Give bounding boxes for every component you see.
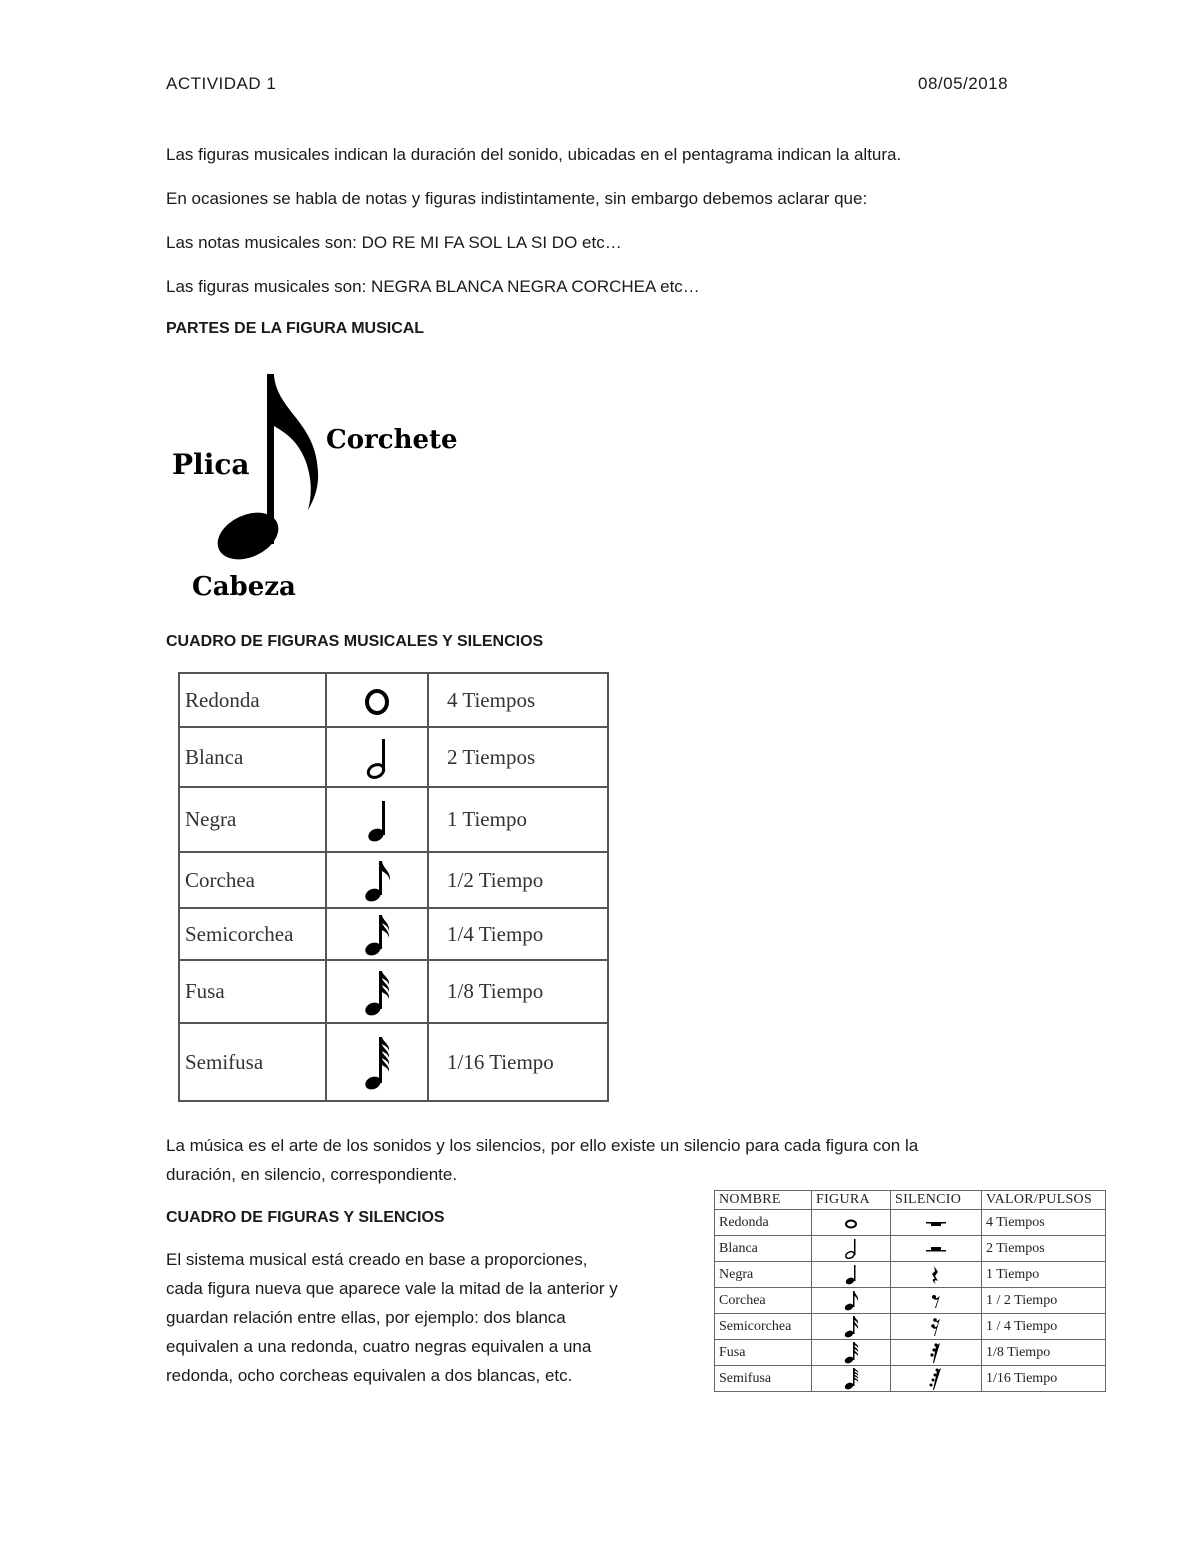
thirty-second-note-icon [841,1341,861,1365]
eighth-note-diagram-icon [166,362,466,602]
column-header: NOMBRE [715,1191,812,1210]
sixty-fourth-note-icon [357,1033,397,1091]
sixty-fourth-rest-icon [926,1367,946,1391]
table-row [715,1236,1106,1262]
column-header: SILENCIO [891,1191,982,1210]
cabeza-label: Cabeza [192,572,296,602]
quarter-note-icon [357,797,397,843]
document-date: 08/05/2018 [918,74,1009,93]
quarter-rest-icon [926,1264,946,1286]
figure-name: Semifusa [715,1366,812,1392]
figures-table [178,672,609,1102]
table-row [715,1366,1106,1392]
figure-value: 2 Tiempos [982,1236,1106,1262]
sixteenth-rest-icon [926,1315,946,1339]
table-row [715,1262,1106,1288]
figure-value: 1/8 Tiempo [428,960,608,1023]
eighth-note-icon [357,857,397,903]
figure-name: Blanca [179,727,326,787]
figure-value: 1 Tiempo [982,1262,1106,1288]
table-row [715,1210,1106,1236]
sixteenth-note-icon [841,1315,861,1339]
table-row [179,673,608,727]
figure-name: Semifusa [179,1023,326,1101]
thirty-second-note-icon [357,967,397,1017]
table-row [715,1314,1106,1340]
eighth-note-icon [841,1290,861,1312]
whole-rest-icon [924,1213,948,1233]
intro-paragraph-3: Las notas musicales son: DO RE MI FA SOL LA SI DO etc… [166,233,622,252]
sixteenth-note-icon [357,911,397,957]
document-title: ACTIVIDAD 1 [166,74,277,93]
proportions-line-5: redonda, ocho corcheas equivalen a dos blancas, etc. [166,1366,573,1385]
figure-value: 1/16 Tiempo [982,1366,1106,1392]
table-header-row [715,1191,1106,1210]
proportions-line-3: guardan relación entre ellas, por ejemplo: dos blanca [166,1308,566,1327]
table-row [179,787,608,852]
proportions-line-1: El sistema musical está creado en base a proporciones, [166,1250,588,1269]
figure-value: 2 Tiempos [428,727,608,787]
figure-name: Negra [179,787,326,852]
table-row [179,1023,608,1101]
figure-name: Corchea [715,1288,812,1314]
intro-paragraph-4: Las figuras musicales son: NEGRA BLANCA NEGRA CORCHEA etc… [166,277,700,296]
quarter-note-icon [841,1264,861,1286]
half-note-icon [841,1238,861,1260]
figure-value: 1 / 4 Tiempo [982,1314,1106,1340]
eighth-rest-icon [926,1290,946,1312]
corchete-label: Corchete [326,425,458,455]
figure-value: 1 Tiempo [428,787,608,852]
figure-value: 4 Tiempos [428,673,608,727]
table-row [179,852,608,908]
figure-name: Semicorchea [179,908,326,960]
whole-note-icon [357,680,397,720]
proportions-line-2: cada figura nueva que aparece vale la mitad de la anterior y [166,1279,618,1298]
sixty-fourth-note-icon [841,1367,861,1391]
silence-paragraph-line-2: duración, en silencio, correspondiente. [166,1165,458,1184]
note-parts-diagram [166,362,466,602]
figure-value: 4 Tiempos [982,1210,1106,1236]
figure-value: 1/4 Tiempo [428,908,608,960]
column-header: VALOR/PULSOS [982,1191,1106,1210]
section-heading-parts: PARTES DE LA FIGURA MUSICAL [166,320,425,337]
silence-paragraph-line-1: La música es el arte de los sonidos y los silencios, por ello existe un silencio para cada figura con la [166,1136,919,1155]
figure-value: 1/8 Tiempo [982,1340,1106,1366]
table-row [715,1340,1106,1366]
figures-silences-table [714,1190,1106,1392]
intro-paragraph-1: Las figuras musicales indican la duración del sonido, ubicadas en el pentagrama indican la altura. [166,145,902,164]
half-note-icon [357,735,397,779]
figure-value: 1/2 Tiempo [428,852,608,908]
half-rest-icon [924,1239,948,1259]
section-heading-figures-table: CUADRO DE FIGURAS MUSICALES Y SILENCIOS [166,633,544,650]
section-heading-figures-silences: CUADRO DE FIGURAS Y SILENCIOS [166,1209,445,1226]
figure-name: Fusa [179,960,326,1023]
proportions-line-4: equivalen a una redonda, cuatro negras equivalen a una [166,1337,592,1356]
figure-name: Fusa [715,1340,812,1366]
figure-value: 1 / 2 Tiempo [982,1288,1106,1314]
intro-paragraph-2: En ocasiones se habla de notas y figuras indistintamente, sin embargo debemos aclarar que: [166,189,868,208]
figure-name: Corchea [179,852,326,908]
figure-name: Blanca [715,1236,812,1262]
figure-name: Semicorchea [715,1314,812,1340]
column-header: FIGURA [812,1191,891,1210]
figure-value: 1/16 Tiempo [428,1023,608,1101]
whole-note-icon [841,1213,861,1233]
table-row [715,1288,1106,1314]
figure-name: Redonda [179,673,326,727]
table-row [179,727,608,787]
table-row [179,960,608,1023]
figure-name: Negra [715,1262,812,1288]
table-row [179,908,608,960]
figure-name: Redonda [715,1210,812,1236]
thirty-second-rest-icon [926,1341,946,1365]
plica-label: Plica [172,448,250,481]
